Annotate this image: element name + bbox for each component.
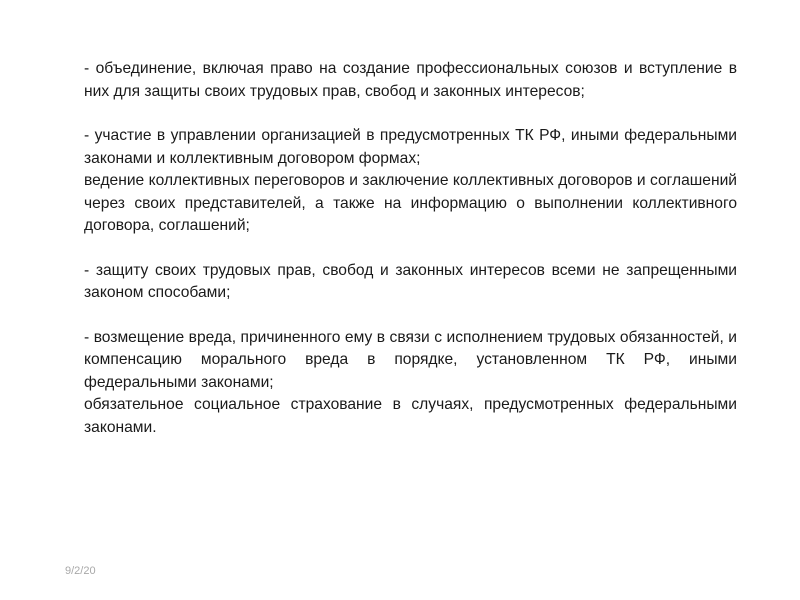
slide-body-text [84,58,737,439]
paragraph-social-insurance: обязательное социальное страхование в случаях, предусмотренных федеральными законами. [84,396,737,436]
paragraph-damage-compensation: - возмещение вреда, причиненного ему в связи с исполнением трудовых обязанностей, и компенсацию морального вреда в порядке, установленном ТК РФ, иными федеральными законами; [84,328,737,391]
paragraph-collective-bargaining: ведение коллективных переговоров и заключение коллективных договоров и соглашений через своих представителей, а также на информацию о выполнении коллективного договора, соглашений; [84,172,737,234]
paragraph-spacer [84,238,737,260]
footer-date: 9/2/20 [65,565,96,577]
paragraph-spacer [84,305,737,327]
paragraph-rights-protection: - защиту своих трудовых прав, свобод и законных интересов всеми не запрещенными законом способами; [84,261,737,301]
paragraph-management-participation: - участие в управлении организацией в предусмотренных ТК РФ, иными федеральными законами и коллективным договором формах; [84,127,737,167]
paragraph-spacer [84,103,737,125]
paragraph-association-right: - объединение, включая право на создание профессиональных союзов и вступление в них для защиты своих трудовых прав, свобод и законных интересов; [84,60,737,100]
